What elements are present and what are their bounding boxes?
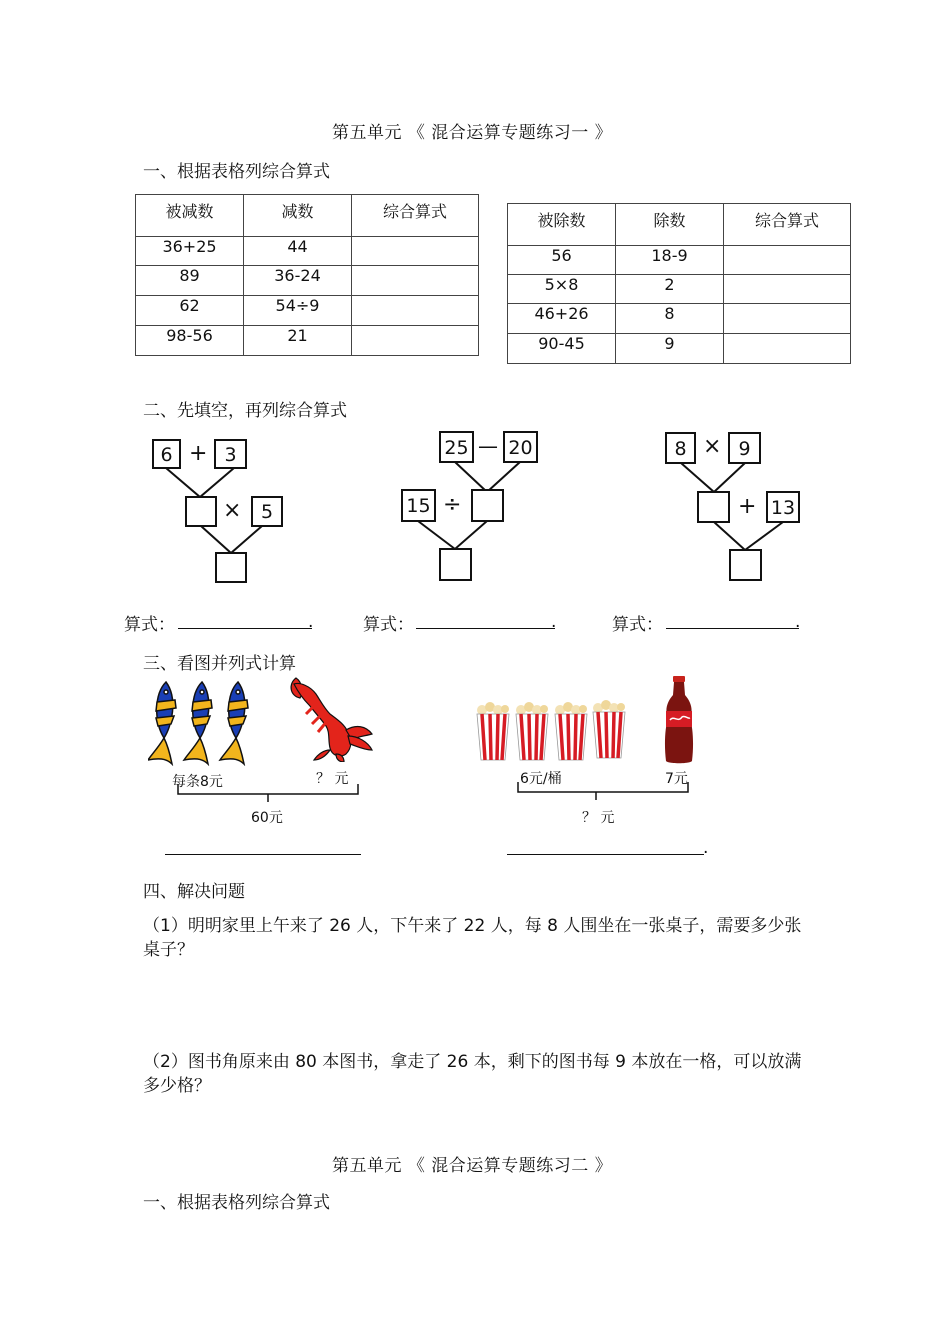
table-cell: 54÷9 [244,296,352,326]
tree1-box-a: 6 [152,439,181,469]
section-3-heading: 三、看图并列式计算 [143,654,296,674]
tree2-box-c: 15 [401,489,436,522]
question-2: （2）图书角原来由 80 本图书，拿走了 26 本，剩下的图书每 9 本放在一格，可以放满多少格？ [143,1052,802,1096]
tree3-blank-middle[interactable] [697,491,730,523]
tree2-blank-result[interactable] [439,548,472,581]
table-header: 减数 [244,195,352,237]
tree1-blank-result[interactable] [215,552,247,583]
tree2-box-b: 20 [503,431,538,463]
bracket-1 [170,782,370,804]
fish-icon [148,678,260,766]
table-cell: 18-9 [616,246,724,275]
tree3-box-c: 13 [766,491,800,523]
popcorn-price-label: 6元/桶 [520,771,562,787]
section-1-heading: 一、根据表格列综合算式 [143,162,330,182]
section-4-heading: 四、解决问题 [143,882,245,902]
cola-price-label: 7元 [665,771,688,787]
popcorn-icon [474,700,628,764]
table-header: 综合算式 [724,204,851,246]
table-cell: 9 [616,334,724,364]
formula-label-1: 算式： [124,615,175,635]
tree2-operator-2: ÷ [443,492,462,517]
answer-dot-pic2: . [703,838,709,858]
table-cell: 89 [136,266,244,296]
tree1-blank-middle[interactable] [185,496,217,527]
formula-dot-1: . [308,612,314,632]
lobster-price-label: ？ 元 [316,771,349,787]
tree1-box-c: 5 [251,496,283,527]
tree1-operator-2: × [223,498,242,523]
tree2-box-a: 25 [439,431,474,463]
formula-label-2: 算式： [363,615,414,635]
question-1: （1）明明家里上午来了 26 人，下午来了 22 人，每 8 人围坐在一张桌子，需要多少张桌子？ [143,916,802,960]
tree3-blank-result[interactable] [729,549,762,581]
popcorn-total-label: ？ 元 [582,810,615,826]
fish-total-label: 60元 [251,810,283,826]
tree1-box-b: 3 [214,439,247,469]
formula-answer-line-2[interactable] [416,628,555,629]
tree3-box-b: 9 [728,432,761,464]
table-cell: 56 [508,246,616,275]
tree1-operator-1: + [189,441,208,466]
table-header: 综合算式 [352,195,479,237]
table-header: 被除数 [508,204,616,246]
tree3-operator-1: × [703,434,722,459]
tree3-operator-2: + [738,494,757,519]
page-title: 第五单元 《 混合运算专题练习一 》 [332,123,613,143]
tree2-blank-middle[interactable] [471,489,504,522]
tree2-operator-1: — [478,434,498,458]
table-header: 除数 [616,204,724,246]
table-cell: 62 [136,296,244,326]
formula-answer-line-1[interactable] [178,628,312,629]
table-cell: 2 [616,275,724,304]
table-cell: 98-56 [136,326,244,356]
page2-title: 第五单元 《 混合运算专题练习二 》 [332,1156,613,1176]
formula-dot-3: . [795,612,801,632]
table-cell: 44 [244,237,352,266]
table-cell: 90-45 [508,334,616,364]
table-cell: 36-24 [244,266,352,296]
fish-price-label: 每条8元 [172,774,223,790]
lobster-icon [286,674,378,762]
table-cell: 36+25 [136,237,244,266]
answer-line-pic1[interactable] [165,854,361,855]
page2-section-1-heading: 一、根据表格列综合算式 [143,1193,330,1213]
bracket-2 [512,780,696,802]
tree3-box-a: 8 [665,432,696,464]
cola-bottle-icon [662,675,696,765]
formula-dot-2: . [551,612,557,632]
table-cell: 46+26 [508,304,616,334]
table-header: 被减数 [136,195,244,237]
formula-answer-line-3[interactable] [666,628,799,629]
table-cell: 5×8 [508,275,616,304]
table-cell: 21 [244,326,352,356]
formula-label-3: 算式： [612,615,663,635]
table-cell: 8 [616,304,724,334]
section-2-heading: 二、先填空，再列综合算式 [143,401,347,421]
answer-line-pic2[interactable] [507,854,704,855]
